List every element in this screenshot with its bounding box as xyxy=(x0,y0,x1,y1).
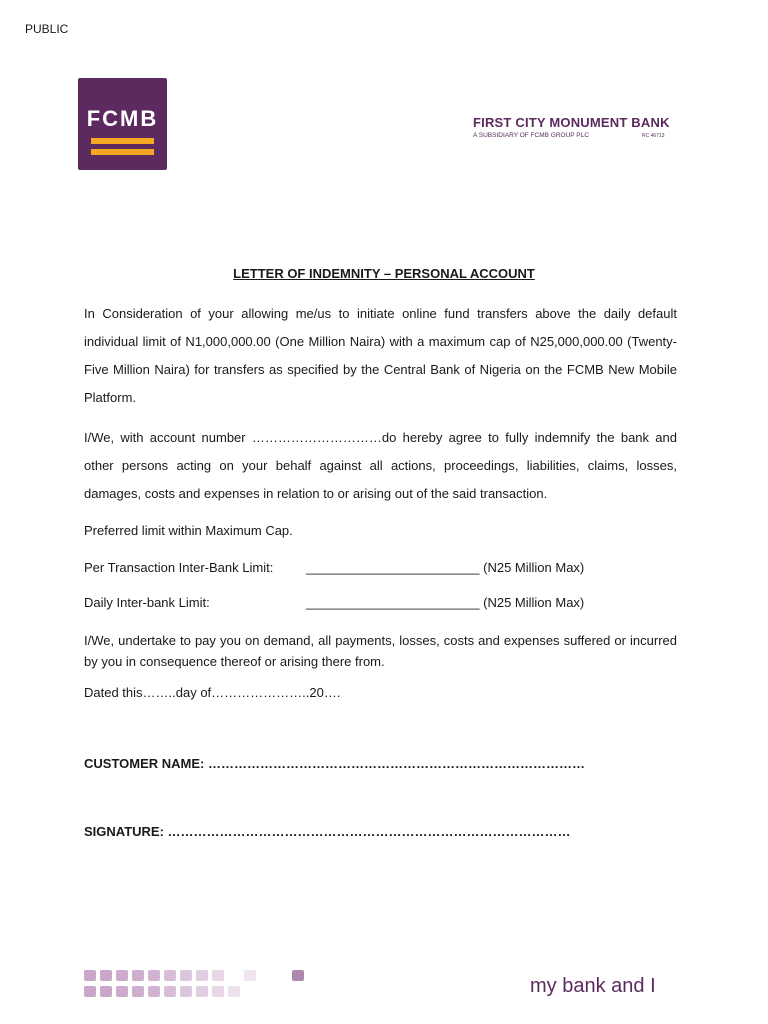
footer-dot xyxy=(164,986,176,997)
signature-field[interactable]: SIGNATURE: ………………………………………………………………………………… xyxy=(84,824,571,839)
footer-dot xyxy=(196,986,208,997)
footer-dot xyxy=(116,986,128,997)
fcmb-logo xyxy=(78,78,167,170)
footer-dot xyxy=(100,970,112,981)
limit-fill-line[interactable]: ________________________ (N25 Million Max) xyxy=(306,595,585,610)
undertaking-paragraph: I/We, undertake to pay you on demand, all payments, losses, costs and expenses suffered or incurred by you in consequence thereof or arising there from. xyxy=(84,633,677,669)
document-title: LETTER OF INDEMNITY – PERSONAL ACCOUNT xyxy=(233,266,535,281)
consideration-paragraph: In Consideration of your allowing me/us to initiate online fund transfers above the daily default individual limit of N1,000,000.00 (One Million Naira) with a maximum cap of N25,000,000.00 (Twenty-Five Million Naira) for transfers as specified by the Central Bank of Nigeria on the FCMB New Mobile Platform. xyxy=(84,306,677,405)
footer-dot xyxy=(132,970,144,981)
footer-dot xyxy=(84,970,96,981)
bank-name: FIRST CITY MONUMENT BANK xyxy=(473,115,670,130)
footer-dot xyxy=(244,970,256,981)
customer-name-field[interactable]: CUSTOMER NAME: …………………………………………………………………………… xyxy=(84,756,585,771)
footer-dot xyxy=(84,986,96,997)
footer-dot xyxy=(148,970,160,981)
footer-dot xyxy=(116,970,128,981)
footer-dot xyxy=(148,986,160,997)
footer-dot xyxy=(132,986,144,997)
footer-dot xyxy=(100,986,112,997)
bank-subsidiary: A SUBSIDIARY OF FCMB GROUP PLC xyxy=(473,132,589,139)
classification-label: PUBLIC xyxy=(25,22,69,36)
date-line[interactable]: Dated this……..day of…………………..20…. xyxy=(84,685,341,700)
footer-dot xyxy=(292,970,304,981)
bank-rc-number: RC 46713 xyxy=(642,133,665,139)
indemnity-paragraph: I/We, with account number …………………………do hereby agree to fully indemnify the bank and other persons acting on your behalf against all actions, proceedings, liabilities, claims, losses, damages, costs and expenses in relation to or arising out of the said transaction. xyxy=(84,430,677,501)
logo-text: FCMB xyxy=(86,106,159,131)
logo-bar xyxy=(91,138,154,144)
footer-dot xyxy=(180,986,192,997)
limit-label: Per Transaction Inter-Bank Limit: xyxy=(84,560,274,575)
limit-label: Daily Inter-bank Limit: xyxy=(84,595,210,610)
footer-dot-pattern xyxy=(84,970,304,1000)
footer-dot xyxy=(212,986,224,997)
footer-dot xyxy=(228,986,240,997)
footer-dot xyxy=(180,970,192,981)
footer-dot xyxy=(196,970,208,981)
footer-tagline: my bank and I xyxy=(530,975,656,997)
logo-bar xyxy=(91,149,154,155)
limit-fill-line[interactable]: ________________________ (N25 Million Max) xyxy=(306,560,585,575)
footer-dot xyxy=(212,970,224,981)
preferred-limit-heading: Preferred limit within Maximum Cap. xyxy=(84,523,293,538)
footer-dot xyxy=(164,970,176,981)
